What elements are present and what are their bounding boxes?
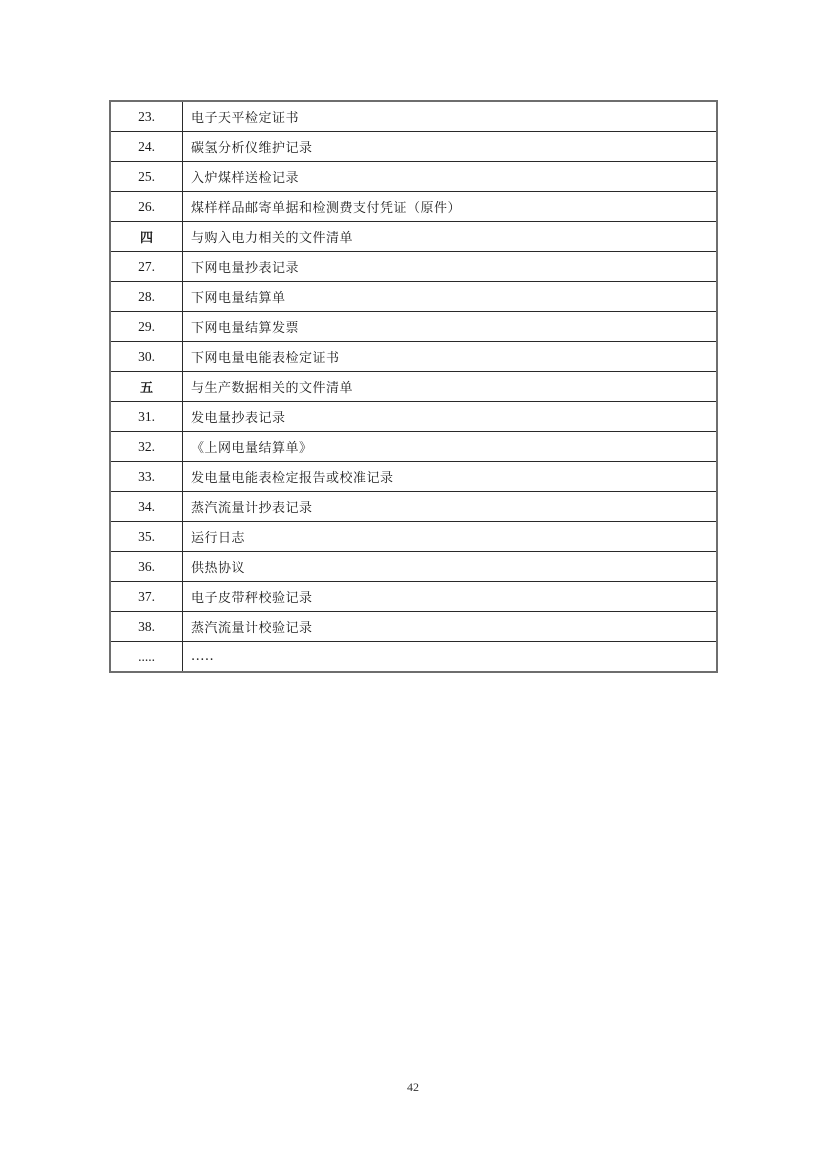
row-number: 30.	[110, 342, 183, 372]
table-row	[110, 132, 717, 162]
row-number: 27.	[110, 252, 183, 282]
table-row	[110, 342, 717, 372]
table-body	[110, 101, 717, 672]
table-row	[110, 192, 717, 222]
table-row	[110, 612, 717, 642]
table-row	[110, 462, 717, 492]
row-document-name: 电子天平检定证书	[183, 101, 718, 132]
table-row	[110, 432, 717, 462]
row-document-name: 下网电量结算单	[183, 282, 718, 312]
row-document-name: 碳氢分析仪维护记录	[183, 132, 718, 162]
row-number: 29.	[110, 312, 183, 342]
row-number: 24.	[110, 132, 183, 162]
row-document-name: 入炉煤样送检记录	[183, 162, 718, 192]
row-document-name: 供热协议	[183, 552, 718, 582]
row-number: 32.	[110, 432, 183, 462]
table-row	[110, 552, 717, 582]
row-document-name: 发电量抄表记录	[183, 402, 718, 432]
row-number: 28.	[110, 282, 183, 312]
table-row	[110, 522, 717, 552]
row-document-name: 煤样样品邮寄单据和检测费支付凭证（原件）	[183, 192, 718, 222]
row-document-name: 发电量电能表检定报告或校准记录	[183, 462, 718, 492]
document-list-table	[109, 100, 718, 673]
page-number: 42	[407, 1080, 419, 1094]
row-document-name: 运行日志	[183, 522, 718, 552]
table-row	[110, 582, 717, 612]
section-header-row	[110, 222, 717, 252]
row-number: 36.	[110, 552, 183, 582]
section-number: 四	[110, 222, 183, 252]
table-row	[110, 162, 717, 192]
row-number: 33.	[110, 462, 183, 492]
table-row	[110, 402, 717, 432]
row-document-name: 电子皮带秤校验记录	[183, 582, 718, 612]
row-number: 37.	[110, 582, 183, 612]
row-number: 23.	[110, 101, 183, 132]
table-row	[110, 492, 717, 522]
row-number: 35.	[110, 522, 183, 552]
row-document-name: 蒸汽流量计校验记录	[183, 612, 718, 642]
table-row	[110, 101, 717, 132]
row-text-ellipsis: .....	[183, 642, 718, 673]
row-document-name: 下网电量结算发票	[183, 312, 718, 342]
section-title: 与生产数据相关的文件清单	[183, 372, 718, 402]
row-document-name: 下网电量电能表检定证书	[183, 342, 718, 372]
section-title: 与购入电力相关的文件清单	[183, 222, 718, 252]
table-row	[110, 282, 717, 312]
table-row	[110, 252, 717, 282]
row-number: 26.	[110, 192, 183, 222]
row-number: 38.	[110, 612, 183, 642]
ellipsis-row	[110, 642, 717, 673]
row-number: 25.	[110, 162, 183, 192]
row-number-ellipsis: .....	[110, 642, 183, 673]
row-number: 31.	[110, 402, 183, 432]
section-number: 五	[110, 372, 183, 402]
row-document-name: 《上网电量结算单》	[183, 432, 718, 462]
table-row	[110, 312, 717, 342]
section-header-row	[110, 372, 717, 402]
row-number: 34.	[110, 492, 183, 522]
row-document-name: 下网电量抄表记录	[183, 252, 718, 282]
row-document-name: 蒸汽流量计抄表记录	[183, 492, 718, 522]
